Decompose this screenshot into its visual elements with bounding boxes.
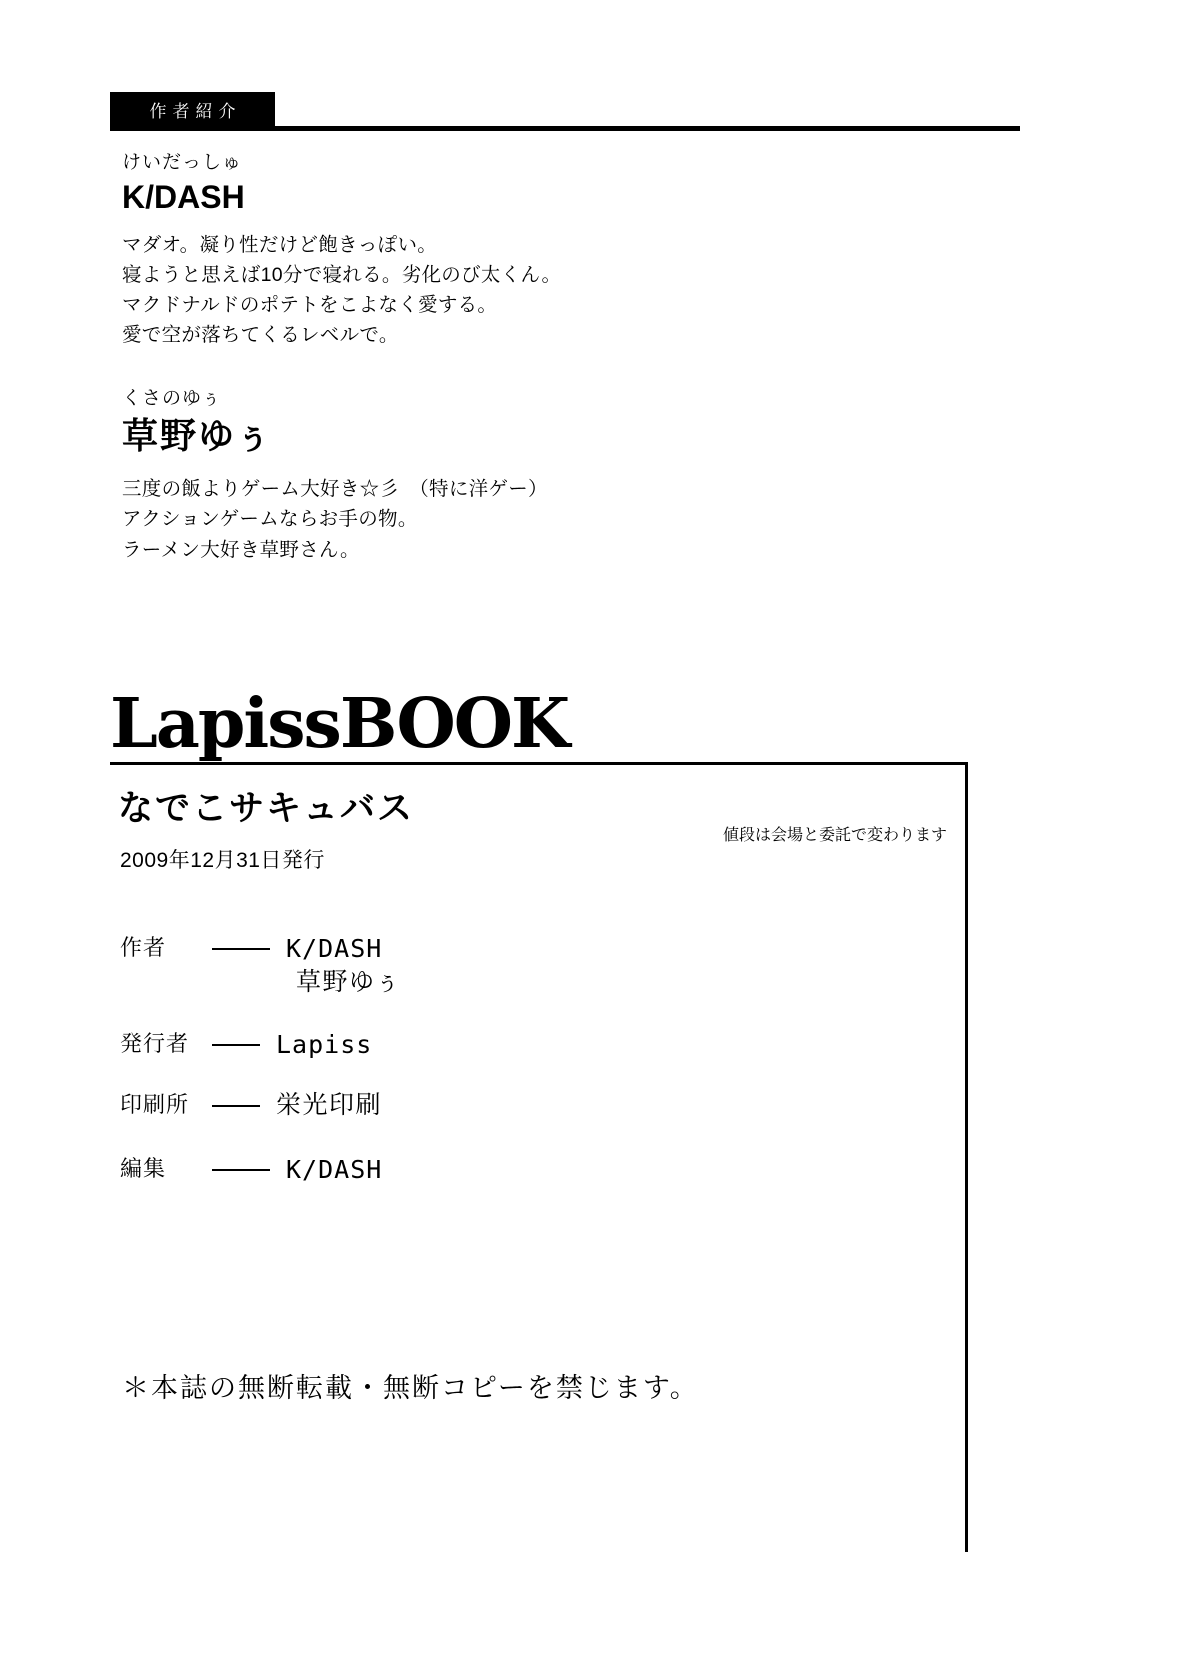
price-note: 値段は会場と委託で変わります — [723, 827, 948, 844]
section-header-rule — [110, 126, 1020, 131]
author-description: 三度の飯よりゲーム大好き☆彡 （特に洋ゲー） アクションゲームならお手の物。 ラーメン大好き草野さん。 — [122, 478, 548, 561]
credit-label: 編集 — [120, 1156, 167, 1181]
author-description: マダオ。凝り性だけど飽きっぽい。 寝ようと思えば10分で寝れる。劣化のび太くん。 マクドナルドのポテトをこよなく愛する。 愛で空が落ちてくるレベルで。 — [122, 233, 562, 347]
author-furigana: くさのゆぅ — [122, 388, 222, 409]
credit-row — [120, 1028, 720, 1062]
author-name: 草野ゆぅ — [122, 414, 274, 456]
credit-dash-icon — [212, 1105, 260, 1107]
author-profile-kdash — [122, 152, 561, 350]
credit-value: K/DASH — [286, 1155, 383, 1184]
credit-dash-icon — [212, 948, 270, 950]
credit-value-secondary: 草野ゆぅ — [296, 967, 402, 996]
credit-value: K/DASH — [286, 934, 383, 963]
publication-date: 2009年12月31日発行 — [120, 849, 325, 872]
credits-list — [120, 932, 720, 1215]
copyright-notice: ＊本誌の無断転載・無断コピーを禁じます。 — [122, 1373, 699, 1403]
credit-label: 作者 — [120, 935, 167, 960]
credit-label: 印刷所 — [120, 1092, 190, 1118]
credit-value: 栄光印刷 — [276, 1091, 383, 1120]
author-furigana: けいだっしゅ — [122, 152, 243, 173]
credit-values — [276, 1028, 372, 1062]
author-profile-kusano — [122, 388, 548, 565]
credit-row — [120, 1153, 720, 1187]
credit-row — [120, 932, 720, 1000]
credit-dash-icon — [212, 1044, 260, 1046]
credit-values — [276, 1089, 382, 1123]
credit-row — [120, 1089, 720, 1123]
credit-values — [286, 1153, 382, 1187]
credit-dash-icon — [212, 1169, 270, 1171]
author-name: K/DASH — [122, 178, 245, 215]
credit-values — [286, 932, 402, 1000]
section-header — [110, 92, 1020, 132]
credit-value: Lapiss — [276, 1029, 373, 1059]
section-header-label: 作者紹介 — [110, 92, 275, 126]
book-title: なでこサキュバス — [118, 789, 415, 828]
credit-label: 発行者 — [120, 1030, 190, 1056]
publisher-logo: LapissBOOK — [110, 684, 569, 764]
